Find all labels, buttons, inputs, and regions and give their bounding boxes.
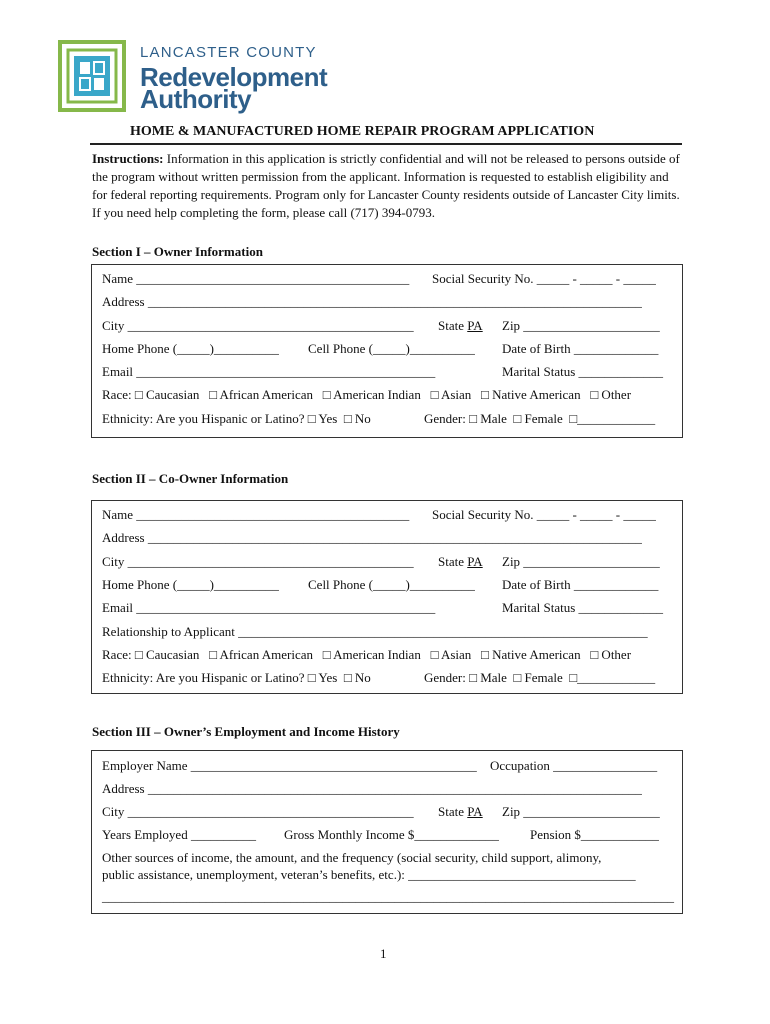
s1-name-field[interactable]: Name __________________________________________: [102, 271, 410, 286]
s2-race-options[interactable]: Race: □ Caucasian □ African American □ American Indian □ Asian □ Native American □ Other: [102, 647, 632, 662]
lancaster-logo-mark: [58, 40, 126, 112]
s1-home-phone-field[interactable]: Home Phone (_____)__________: [102, 341, 279, 356]
s1-dob-field[interactable]: Date of Birth _____________: [502, 341, 659, 356]
instructions-text: Information in this application is strictly confidential and will not be released to persons outside of the program without written permission from the applicant. Information is requested to establish eligibility and for federal reporting requirements. Program only for Lancaster County residents outside of Lancaster City limits. If you need help completing the form, please call (717) 394-0793.: [92, 151, 680, 220]
s2-ssn-field[interactable]: Social Security No. _____ - _____ - _____: [432, 507, 656, 522]
section3-box: [91, 750, 683, 914]
s3-other-income-line3[interactable]: ________________________________________________________________________________________: [102, 889, 674, 904]
s1-race-options[interactable]: Race: □ Caucasian □ African American □ American Indian □ Asian □ Native American □ Other: [102, 387, 632, 402]
s3-occupation-field[interactable]: Occupation ________________: [490, 758, 658, 773]
title-rule: [90, 143, 682, 145]
s1-address-field[interactable]: Address ____________________________________________________________________________: [102, 294, 642, 309]
section1-heading: Section I – Owner Information: [92, 244, 263, 259]
s2-address-field[interactable]: Address ____________________________________________________________________________: [102, 530, 642, 545]
s3-pension-field[interactable]: Pension $____________: [530, 827, 659, 842]
logo-authority-text: Authority: [140, 84, 252, 114]
s3-city-field[interactable]: City ____________________________________________: [102, 804, 414, 819]
s2-zip-field[interactable]: Zip _____________________: [502, 554, 660, 569]
s3-employer-field[interactable]: Employer Name ____________________________________________: [102, 758, 477, 773]
s3-years-employed-field[interactable]: Years Employed __________: [102, 827, 256, 842]
s2-name-field[interactable]: Name __________________________________________: [102, 507, 410, 522]
page-title: HOME & MANUFACTURED HOME REPAIR PROGRAM APPLICATION: [130, 124, 595, 139]
state-value: PA: [467, 804, 483, 819]
section3-heading: Section III – Owner’s Employment and Income History: [92, 724, 400, 739]
s1-email-field[interactable]: Email ______________________________________________: [102, 364, 436, 379]
s2-ethnicity-options[interactable]: Ethnicity: Are you Hispanic or Latino? □ Yes □ No: [102, 670, 371, 685]
s1-state-field: State PA: [438, 318, 483, 333]
state-value: PA: [467, 318, 483, 333]
s2-home-phone-field[interactable]: Home Phone (_____)__________: [102, 577, 279, 592]
s1-marital-field[interactable]: Marital Status _____________: [502, 364, 664, 379]
s1-ssn-field[interactable]: Social Security No. _____ - _____ - _____: [432, 271, 656, 286]
page-number: 1: [380, 946, 387, 961]
s2-gender-options[interactable]: Gender: □ Male □ Female □____________: [424, 670, 656, 685]
s1-cell-phone-field[interactable]: Cell Phone (_____)__________: [308, 341, 475, 356]
s1-gender-options[interactable]: Gender: □ Male □ Female □____________: [424, 411, 656, 426]
s2-dob-field[interactable]: Date of Birth _____________: [502, 577, 659, 592]
s3-state-field: State PA: [438, 804, 483, 819]
s2-cell-phone-field[interactable]: Cell Phone (_____)__________: [308, 577, 475, 592]
logo-county-text: LANCASTER COUNTY: [140, 44, 317, 61]
s1-city-field[interactable]: City ____________________________________________: [102, 318, 414, 333]
s3-gross-income-field[interactable]: Gross Monthly Income $_____________: [284, 827, 499, 842]
state-value: PA: [467, 554, 483, 569]
s3-zip-field[interactable]: Zip _____________________: [502, 804, 660, 819]
section2-box: [91, 500, 683, 694]
s2-city-field[interactable]: City ____________________________________________: [102, 554, 414, 569]
section1-box: [91, 264, 683, 438]
s1-ethnicity-options[interactable]: Ethnicity: Are you Hispanic or Latino? □ Yes □ No: [102, 411, 371, 426]
s2-email-field[interactable]: Email ______________________________________________: [102, 600, 436, 615]
s2-relationship-field[interactable]: Relationship to Applicant _______________________________________________________________: [102, 624, 648, 639]
instructions-label: Instructions:: [92, 151, 164, 166]
s3-other-income-line2[interactable]: public assistance, unemployment, veteran’s benefits, etc.): ___________________________________: [102, 867, 636, 882]
logo-redevelopment-text: Redevelopment: [140, 62, 328, 92]
s1-zip-field[interactable]: Zip _____________________: [502, 318, 660, 333]
s2-marital-field[interactable]: Marital Status _____________: [502, 600, 664, 615]
section2-heading: Section II – Co-Owner Information: [92, 471, 289, 486]
instructions: [92, 150, 682, 222]
s3-other-income-line1: Other sources of income, the amount, and the frequency (social security, child support, alimony,: [102, 850, 602, 865]
s2-state-field: State PA: [438, 554, 483, 569]
s3-address-field[interactable]: Address ____________________________________________________________________________: [102, 781, 642, 796]
